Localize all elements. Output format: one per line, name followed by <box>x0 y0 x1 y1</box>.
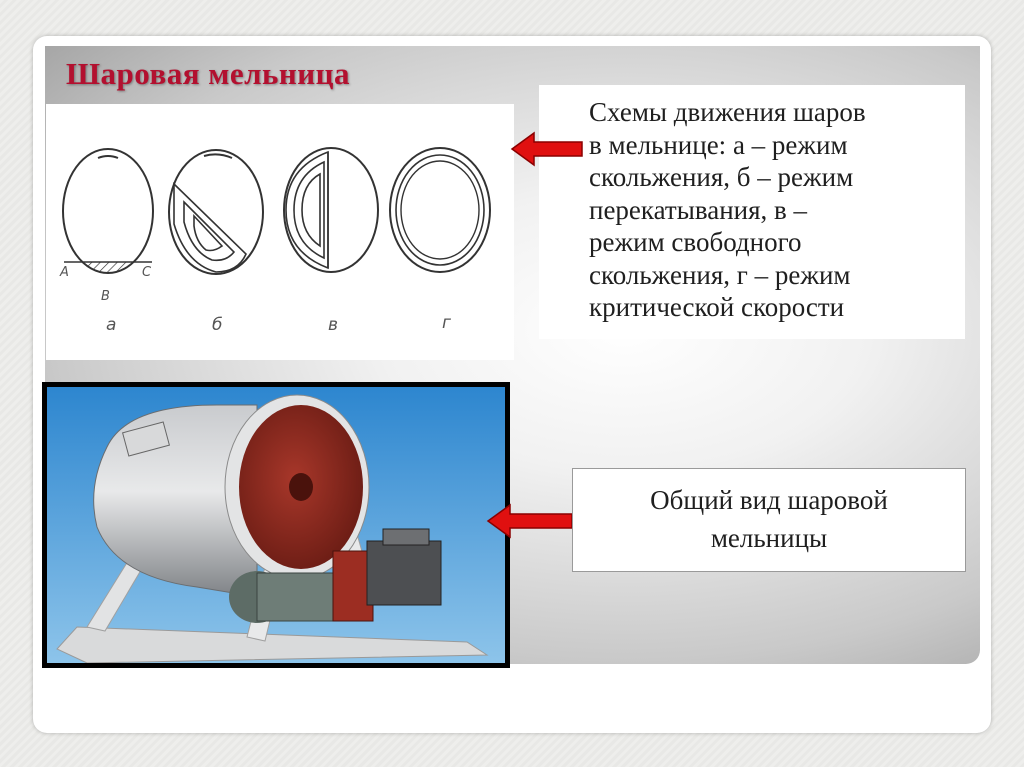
arrow-left-icon <box>510 129 584 169</box>
diagram-c-free-sliding <box>284 148 378 272</box>
ball-mill-photo <box>42 382 510 668</box>
point-label-a: A <box>60 265 69 280</box>
photo-caption-text: Общий вид шаровой мельницы <box>650 485 888 553</box>
diagram-label-b: б <box>212 315 223 335</box>
diagram-d-critical-speed <box>390 148 490 272</box>
caption-text: Схемы движения шаров в мельнице: а – режим скольжения, б – режим перекатывания, в – режим свободного скольжения, г – режим критической скорости <box>589 97 866 322</box>
slide-title: Шаровая мельница <box>66 56 351 91</box>
caption-box <box>539 85 965 339</box>
point-label-c: C <box>142 265 152 280</box>
point-label-b: B <box>101 289 110 304</box>
diagram-a-sliding <box>60 149 160 276</box>
diagram-label-a: а <box>106 315 117 335</box>
ball-motion-diagram <box>46 104 514 360</box>
photo-caption-box <box>572 468 966 572</box>
diagram-label-c: в <box>328 315 339 335</box>
diagram-label-d: г <box>442 313 451 333</box>
diagram-b-rolling <box>169 150 263 274</box>
arrow-left-icon <box>486 501 574 541</box>
